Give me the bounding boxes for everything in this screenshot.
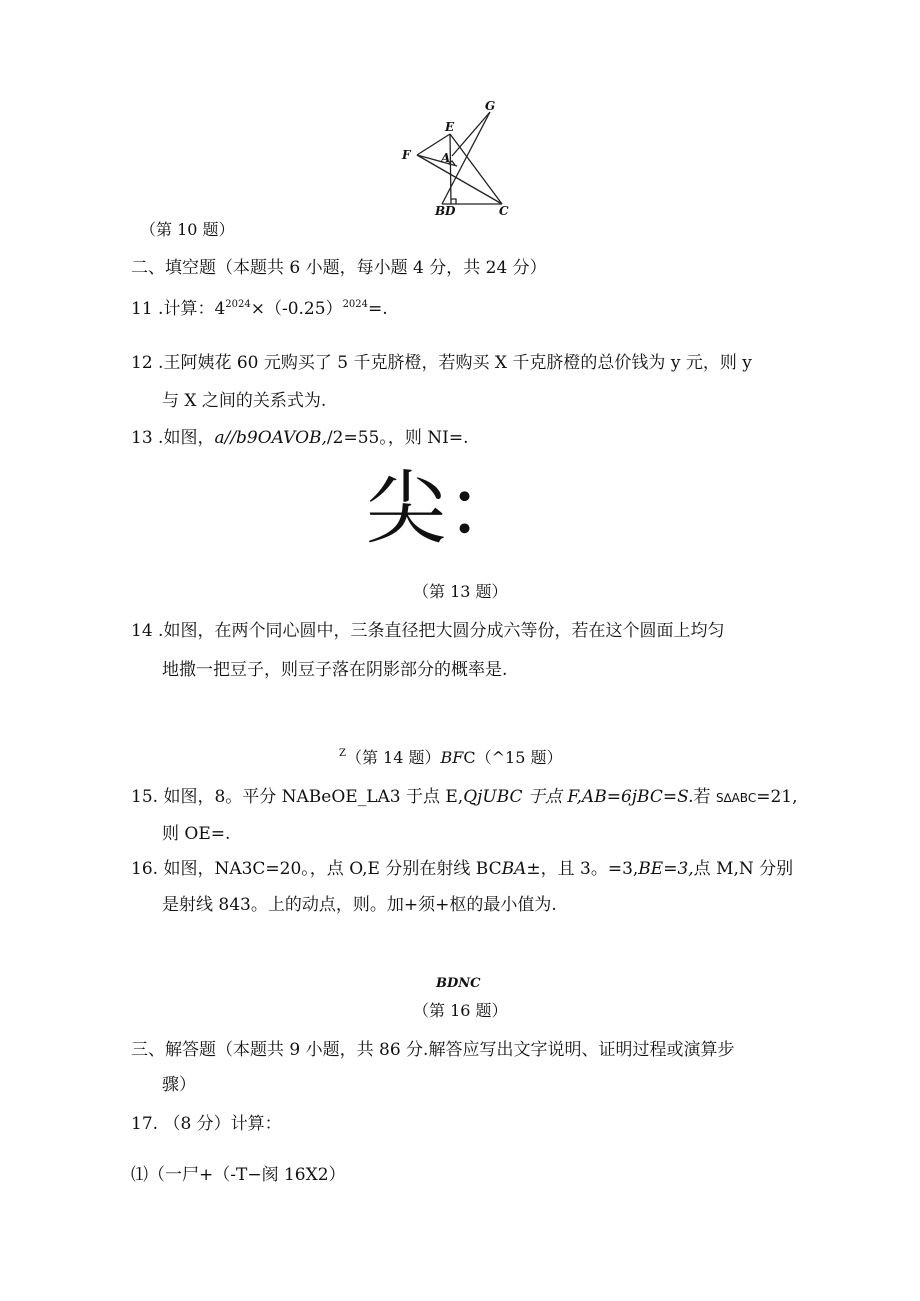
label-B: B <box>435 204 446 218</box>
question-14-line2: 地撒一把豆子，则豆子落在阴影部分的概率是. <box>162 660 508 680</box>
question-12-line1: 12 .王阿姨花 60 元购买了 5 千克脐橙，若购买 X 千克脐橙的总价钱为 y 元，则 y <box>131 353 752 373</box>
q11-exp2: 2024 <box>342 299 369 310</box>
q15-s-label: S∆ABC <box>715 791 757 805</box>
question-16 <box>131 857 793 881</box>
label-D: D <box>445 204 456 218</box>
caption-q14: （第 14 题） <box>345 748 441 767</box>
q15-italic: QjUBC 于点 F,AB=6jBC=S. <box>463 787 694 807</box>
q13-italic: a//b9OAVOB, <box>214 428 327 448</box>
captions-q14-q15 <box>339 746 562 770</box>
q15-prefix: 15. 如图，8。平分 NABeOE_LA3 于点 E, <box>131 787 464 807</box>
question-17-title: 17. （8 分）计算： <box>131 1114 282 1134</box>
question-15-line2: 则 OE=. <box>162 824 231 844</box>
q16-mid: ±，且 3。=3, <box>526 859 639 879</box>
question-16-line2: 是射线 843。上的动点，则。加+须+枢的最小值为. <box>162 895 557 915</box>
question-14-line1: 14 .如图，在两个同心圆中，三条直径把大圆分成六等份，若在这个圆面上均匀 <box>131 621 725 641</box>
caption-bf: BF <box>440 748 464 767</box>
q16-italic1: BA <box>501 859 527 879</box>
label-C: C <box>499 204 509 218</box>
caption-q10: （第 10 题） <box>140 220 235 239</box>
q13-suffix: /2=55。，则 NI=. <box>326 428 469 448</box>
q16-suffix: 点 M,N 分别 <box>693 859 794 879</box>
q15-suffix2: =21, <box>756 787 798 807</box>
section3-line2: 骤） <box>162 1075 196 1095</box>
question-13 <box>131 426 468 450</box>
label-G: G <box>485 99 496 113</box>
figure-10-diagram <box>395 98 515 220</box>
caption-q15: （^15 题） <box>475 748 563 767</box>
q11-suffix: =. <box>368 299 388 319</box>
figure-10 <box>395 98 515 220</box>
caption-q13: （第 13 题） <box>413 582 508 601</box>
caption-z: Z <box>339 748 346 759</box>
q13-prefix: 13 .如图， <box>131 428 215 448</box>
q16-figure-label: BDNC <box>436 976 481 991</box>
q16-prefix: 16. 如图，NA3C=20。，点 O,E 分别在射线 BC <box>131 859 502 879</box>
question-12-line2: 与 X 之间的关系式为. <box>162 391 327 411</box>
q11-prefix: 11 .计算：4 <box>131 299 226 319</box>
caption-c: C <box>463 748 476 767</box>
q16-italic2: BE=3, <box>638 859 694 879</box>
section2-heading: 二、填空题（本题共 6 小题，每小题 4 分，共 24 分） <box>131 258 547 278</box>
question-11 <box>131 297 388 321</box>
caption-q16: （第 16 题） <box>413 1001 508 1020</box>
q11-exp1: 2024 <box>225 299 251 310</box>
label-E: E <box>445 120 455 134</box>
section3-line1: 三、解答题（本题共 9 小题，共 86 分.解答应写出文字说明、证明过程或演算步 <box>131 1040 735 1060</box>
q11-mid: ×（-0.25） <box>250 299 343 319</box>
label-F: F <box>402 148 411 162</box>
q13-figure-text: 尖： <box>366 462 526 555</box>
label-A: A <box>441 151 451 165</box>
q15-suffix1: 若 <box>693 787 716 807</box>
question-17-part1: ⑴（一尸+（-T−阂 16X2） <box>131 1165 346 1185</box>
question-15 <box>131 785 798 810</box>
